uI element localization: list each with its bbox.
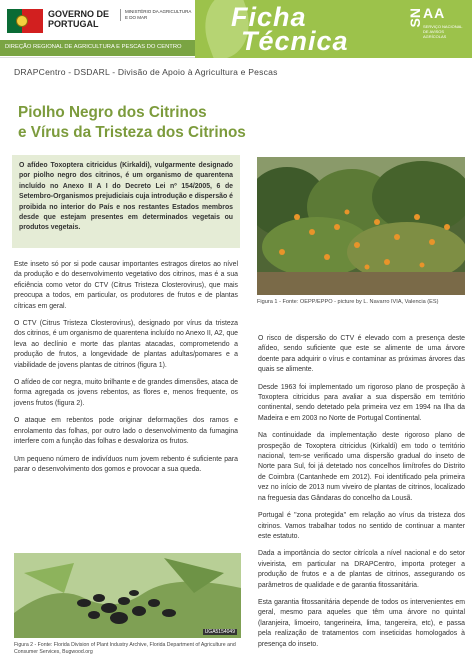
paragraph: Desde 1963 foi implementado um rigoroso plano de prospeção à Toxoptera citricidus para avaliar a sua dispersão em território continental, sendo detetado pela primeira vez em 1994 na Ilha da Madeira e em 2003 no Norte de Portugal Continental. bbox=[258, 383, 465, 422]
snaa-logo-aa: AA bbox=[423, 5, 446, 21]
left-column bbox=[14, 260, 238, 482]
paragraph: Um pequeno número de indivíduos num jovem rebento é suficiente para parar o desenvolvimento dos gomos e provocar a sua queda. bbox=[14, 455, 238, 473]
page-title bbox=[18, 103, 258, 143]
intro-box: O afídeo Toxoptera citricidus (Kirkaldi), vulgarmente designado por piolho negro dos citrinos, é um organismo de quarentena incluído no Anexo II A I do Decreto Lei nº 154/2005, 6 de Setembro-Organismos prejudiciais cuja introdução e dispersão é proibida no interior do País e nos restantes Estados membros desde que estejam presentes em determinados vegetais ou produtos vegetais. bbox=[12, 155, 240, 248]
figure-2-photo bbox=[14, 553, 241, 638]
ministry-label: MINISTÉRIO DA AGRICULTURA E DO MAR bbox=[120, 9, 192, 21]
government-brand bbox=[0, 0, 195, 58]
government-title: GOVERNO DE PORTUGAL bbox=[48, 9, 110, 29]
snaa-logo-sn: SN bbox=[407, 8, 423, 28]
citrus-orchard-image bbox=[257, 157, 465, 295]
figure-2-watermark: UGA5154049 bbox=[204, 629, 235, 635]
ficha-tecnica-banner bbox=[195, 0, 472, 58]
paragraph: Esta garantia fitossanitária depende de todos os intervenientes em geral, mesmo para aqueles que têm uma árvore no quintal (laranjeira, limoeiro, tangerineira, lima, tangereira, etc), e passa pela realização de tratamentos com inseticidas homologados à presença do inseto. bbox=[258, 598, 465, 648]
snaa-logo-text: SERVIÇO NACIONAL DE AVISOS AGRÍCOLAS bbox=[423, 24, 463, 39]
figure-2-caption: Figura 2 - Fonte: Florida Division of Plant Industry Archive, Florida Department of Agriculture and Consumer Services, Bugwood.org bbox=[14, 642, 236, 655]
ficha-label: Ficha bbox=[231, 2, 307, 32]
figure-1-photo bbox=[257, 157, 465, 295]
paragraph: Dada a importância do sector citrícola a nível nacional e do setor viveirista, em particular na DRAPCentro, importa proteger a produção de frutos e a de plantas de citrinos, assegurando os parâmetros de qualidade e de garantia fitossanitária. bbox=[258, 550, 465, 589]
aphids-image bbox=[14, 553, 241, 638]
paragraph: O ataque em rebentos pode originar deformações dos ramos e enrolamento das folhas, por outro lado o desenvolvimento da fumagina interfere com a função das folhas e desvaloriza os frutos. bbox=[14, 417, 238, 446]
tecnica-label: Técnica bbox=[241, 26, 349, 56]
paragraph: Portugal é "zona protegida" em relação ao vírus da tristeza dos citrinos. Vamos trabalhar todos no sentido de continuar a manter este estatuto. bbox=[258, 512, 465, 540]
right-column bbox=[258, 334, 465, 657]
paragraph: O afídeo de cor negra, muito brilhante e de grandes dimensões, ataca de forma agregada os jovens rebentos, as flores e, menos frequente, os jovens frutos (figura 2). bbox=[14, 379, 238, 407]
subheader: DRAPCentro - DSDARL - Divisão de Apoio à Agricultura e Pescas bbox=[14, 67, 278, 77]
paragraph: Este inseto só por si pode causar importantes estragos diretos ao nível da produção e do desenvolvimento vegetativo dos citrinos, mas é a sua eficiência como vetor do CTV (Citrus Tristeza Closterovirus), que mais preocupa a todos, em particular, os produtores de frutos e de plantas cítricas em geral. bbox=[14, 261, 238, 310]
title-line-1: Piolho Negro dos Citrinos bbox=[18, 104, 207, 121]
paragraph: O risco de dispersão do CTV é elevado com a presença deste afídeo, sendo suficiente que este se alimente de uma árvore doente para adquirir o vírus e contaminar as próximas árvores das quais se alimente. bbox=[258, 335, 465, 374]
title-line-2: e Vírus da Tristeza dos Citrinos bbox=[18, 124, 246, 141]
drap-bar: DIREÇÃO REGIONAL DE AGRICULTURA E PESCAS DO CENTRO bbox=[0, 40, 195, 56]
figure-1-caption: Figura 1 - Fonte: OEPP/EPPO - picture by L. Navarro IVIA, Valencia (ES) bbox=[257, 299, 439, 305]
paragraph: O CTV (Citrus Tristeza Closterovirus), designado por vírus da tristeza dos citrinos, é um organismo de quarentena incluído no Anexo II, A2, que leva ao declínio e morte das plantas atacadas, comprometendo a produção de frutos, a longevidade de plantas adultas/pomares e a viabilidade de jovens plantas de citrinos (figura 1). bbox=[14, 320, 238, 369]
header bbox=[0, 0, 472, 58]
paragraph: Na continuidade da implementação deste rigoroso plano de prospeção de Toxoptera citricidus (Kirkaldi) em todo o território nacional, tem-se verificado uma dispersão gradual do inseto de Norte para Sul, foi já detetado nos concelhos limítrofes do Distrito de Coimbra (Cantanhede em 2012). Foi identificado pela primeira vez no início de 2013 num viveiro de plantas de citrinos, localizado na freguesia das Gândaras do concelho da Lousã. bbox=[258, 432, 465, 502]
portugal-flag-icon bbox=[7, 9, 43, 33]
